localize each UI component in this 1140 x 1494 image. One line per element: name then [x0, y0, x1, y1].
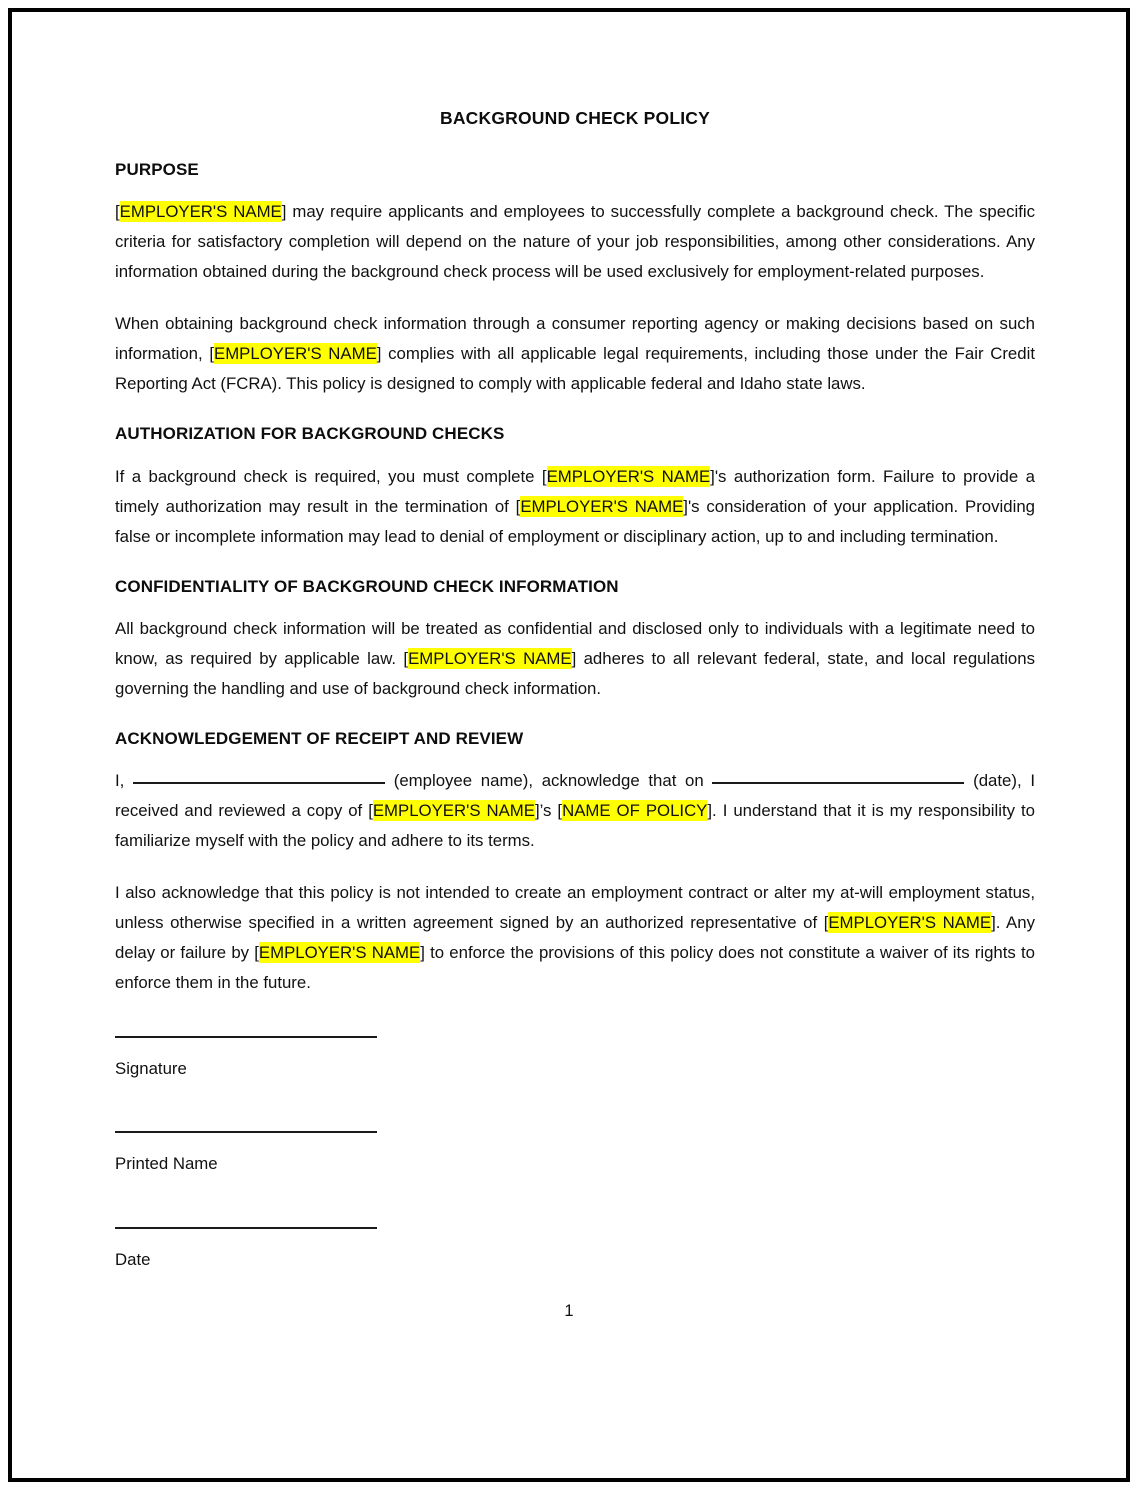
signature-line[interactable] — [115, 1036, 377, 1038]
employer-placeholder: EMPLOYER'S NAME — [520, 496, 684, 516]
signature-field-group — [115, 1036, 1035, 1078]
employer-placeholder: EMPLOYER'S NAME — [408, 648, 572, 668]
employer-placeholder: EMPLOYER'S NAME — [119, 202, 282, 222]
employer-placeholder: EMPLOYER'S NAME — [828, 913, 992, 932]
acknowledgement-seg-4: ]’s [ — [534, 801, 563, 820]
confidentiality-pre: All background check information will be treated as confidential and disclosed only to individuals with a legitimate need to know, as required by applicable law. [ — [115, 618, 1035, 668]
purpose-paragraph-2-post: ] complies with all applicable legal requirements, including those under the Fair Credit Reporting Act (FCRA). This policy is designed to comply with applicable federal and Idaho state laws. — [115, 344, 1035, 394]
acknowledgement-paragraph-1 — [115, 766, 1035, 856]
section-heading-authorization: AUTHORIZATION FOR BACKGROUND CHECKS — [115, 424, 505, 444]
page-border — [8, 8, 1130, 1482]
employee-name-blank-field[interactable] — [133, 782, 385, 784]
printed-name-line[interactable] — [115, 1131, 377, 1133]
page-title: BACKGROUND CHECK POLICY — [439, 108, 711, 128]
acknowledgement-2-pre: I also acknowledge that this policy is not intended to create an employment contract or alter my at-will employment status, unless otherwise specified in a written agreement signed by an authorized representative of [ — [115, 883, 1035, 932]
acknowledgement-2-post: ] to enforce the provisions of this policy does not constitute a waiver of its rights to enforce them in the future. — [115, 943, 1035, 992]
page-number: 1 — [564, 1302, 574, 1320]
date-label: Date — [115, 1249, 151, 1269]
purpose-paragraph-1-text: ] may require applicants and employees to successfully complete a background check. The specific criteria for satisfactory completion will depend on the nature of your job responsibilities, among other considerations. Any information obtained during the background check process will be used exclusively for employment-related purposes. — [115, 202, 1035, 282]
authorization-post: ]'s consideration of your application. Providing false or incomplete information may lead to denial of employment or disciplinary action, up to and including termination. — [115, 496, 1035, 546]
acknowledgement-paragraph-2 — [115, 878, 1035, 998]
date-line[interactable] — [115, 1227, 377, 1229]
bracket-open: [ — [115, 202, 120, 222]
authorization-mid: ]'s authorization form. Failure to provide a timely authorization may result in the termination of [ — [115, 466, 1035, 516]
confidentiality-paragraph — [115, 614, 1035, 704]
date-blank-field[interactable] — [712, 782, 964, 784]
employer-placeholder: EMPLOYER'S NAME — [372, 801, 535, 820]
printed-name-label: Printed Name — [115, 1154, 218, 1174]
purpose-paragraph-1 — [115, 197, 1035, 287]
signature-label: Signature — [115, 1059, 187, 1078]
acknowledgement-seg-3: (date), I received and reviewed a copy of [ — [115, 771, 1035, 820]
authorization-paragraph — [115, 462, 1035, 552]
section-heading-acknowledgement: ACKNOWLEDGEMENT OF RECEIPT AND REVIEW — [115, 728, 524, 748]
acknowledgement-seg-1: I, — [115, 771, 134, 790]
signature-block — [115, 1036, 1035, 1269]
authorization-pre: If a background check is required, you must complete [ — [115, 466, 547, 486]
document-content — [115, 108, 1035, 1322]
purpose-paragraph-2-pre: When obtaining background check information through a consumer reporting agency or making decisions based on such information, [ — [115, 314, 1035, 364]
acknowledgement-seg-2: (employee name), acknowledge that on — [385, 771, 713, 790]
confidentiality-post: ] adheres to all relevant federal, state, and local regulations governing the handling and use of background check information. — [115, 648, 1035, 698]
employer-placeholder: EMPLOYER'S NAME — [214, 344, 377, 364]
acknowledgement-2-mid: ]. Any delay or failure by [ — [115, 913, 1035, 962]
acknowledgement-seg-5: ]. I understand that it is my responsibility to familiarize myself with the policy and adhere to its terms. — [115, 801, 1035, 850]
date-field-group — [115, 1227, 1035, 1269]
printed-name-field-group — [115, 1131, 1035, 1173]
policy-name-placeholder: NAME OF POLICY — [562, 801, 708, 820]
section-heading-confidentiality: CONFIDENTIALITY OF BACKGROUND CHECK INFORMATION — [115, 576, 619, 596]
section-heading-purpose: PURPOSE — [115, 160, 199, 179]
employer-placeholder: EMPLOYER'S NAME — [546, 466, 711, 486]
employer-placeholder: EMPLOYER'S NAME — [258, 943, 421, 962]
purpose-paragraph-2 — [115, 309, 1035, 399]
